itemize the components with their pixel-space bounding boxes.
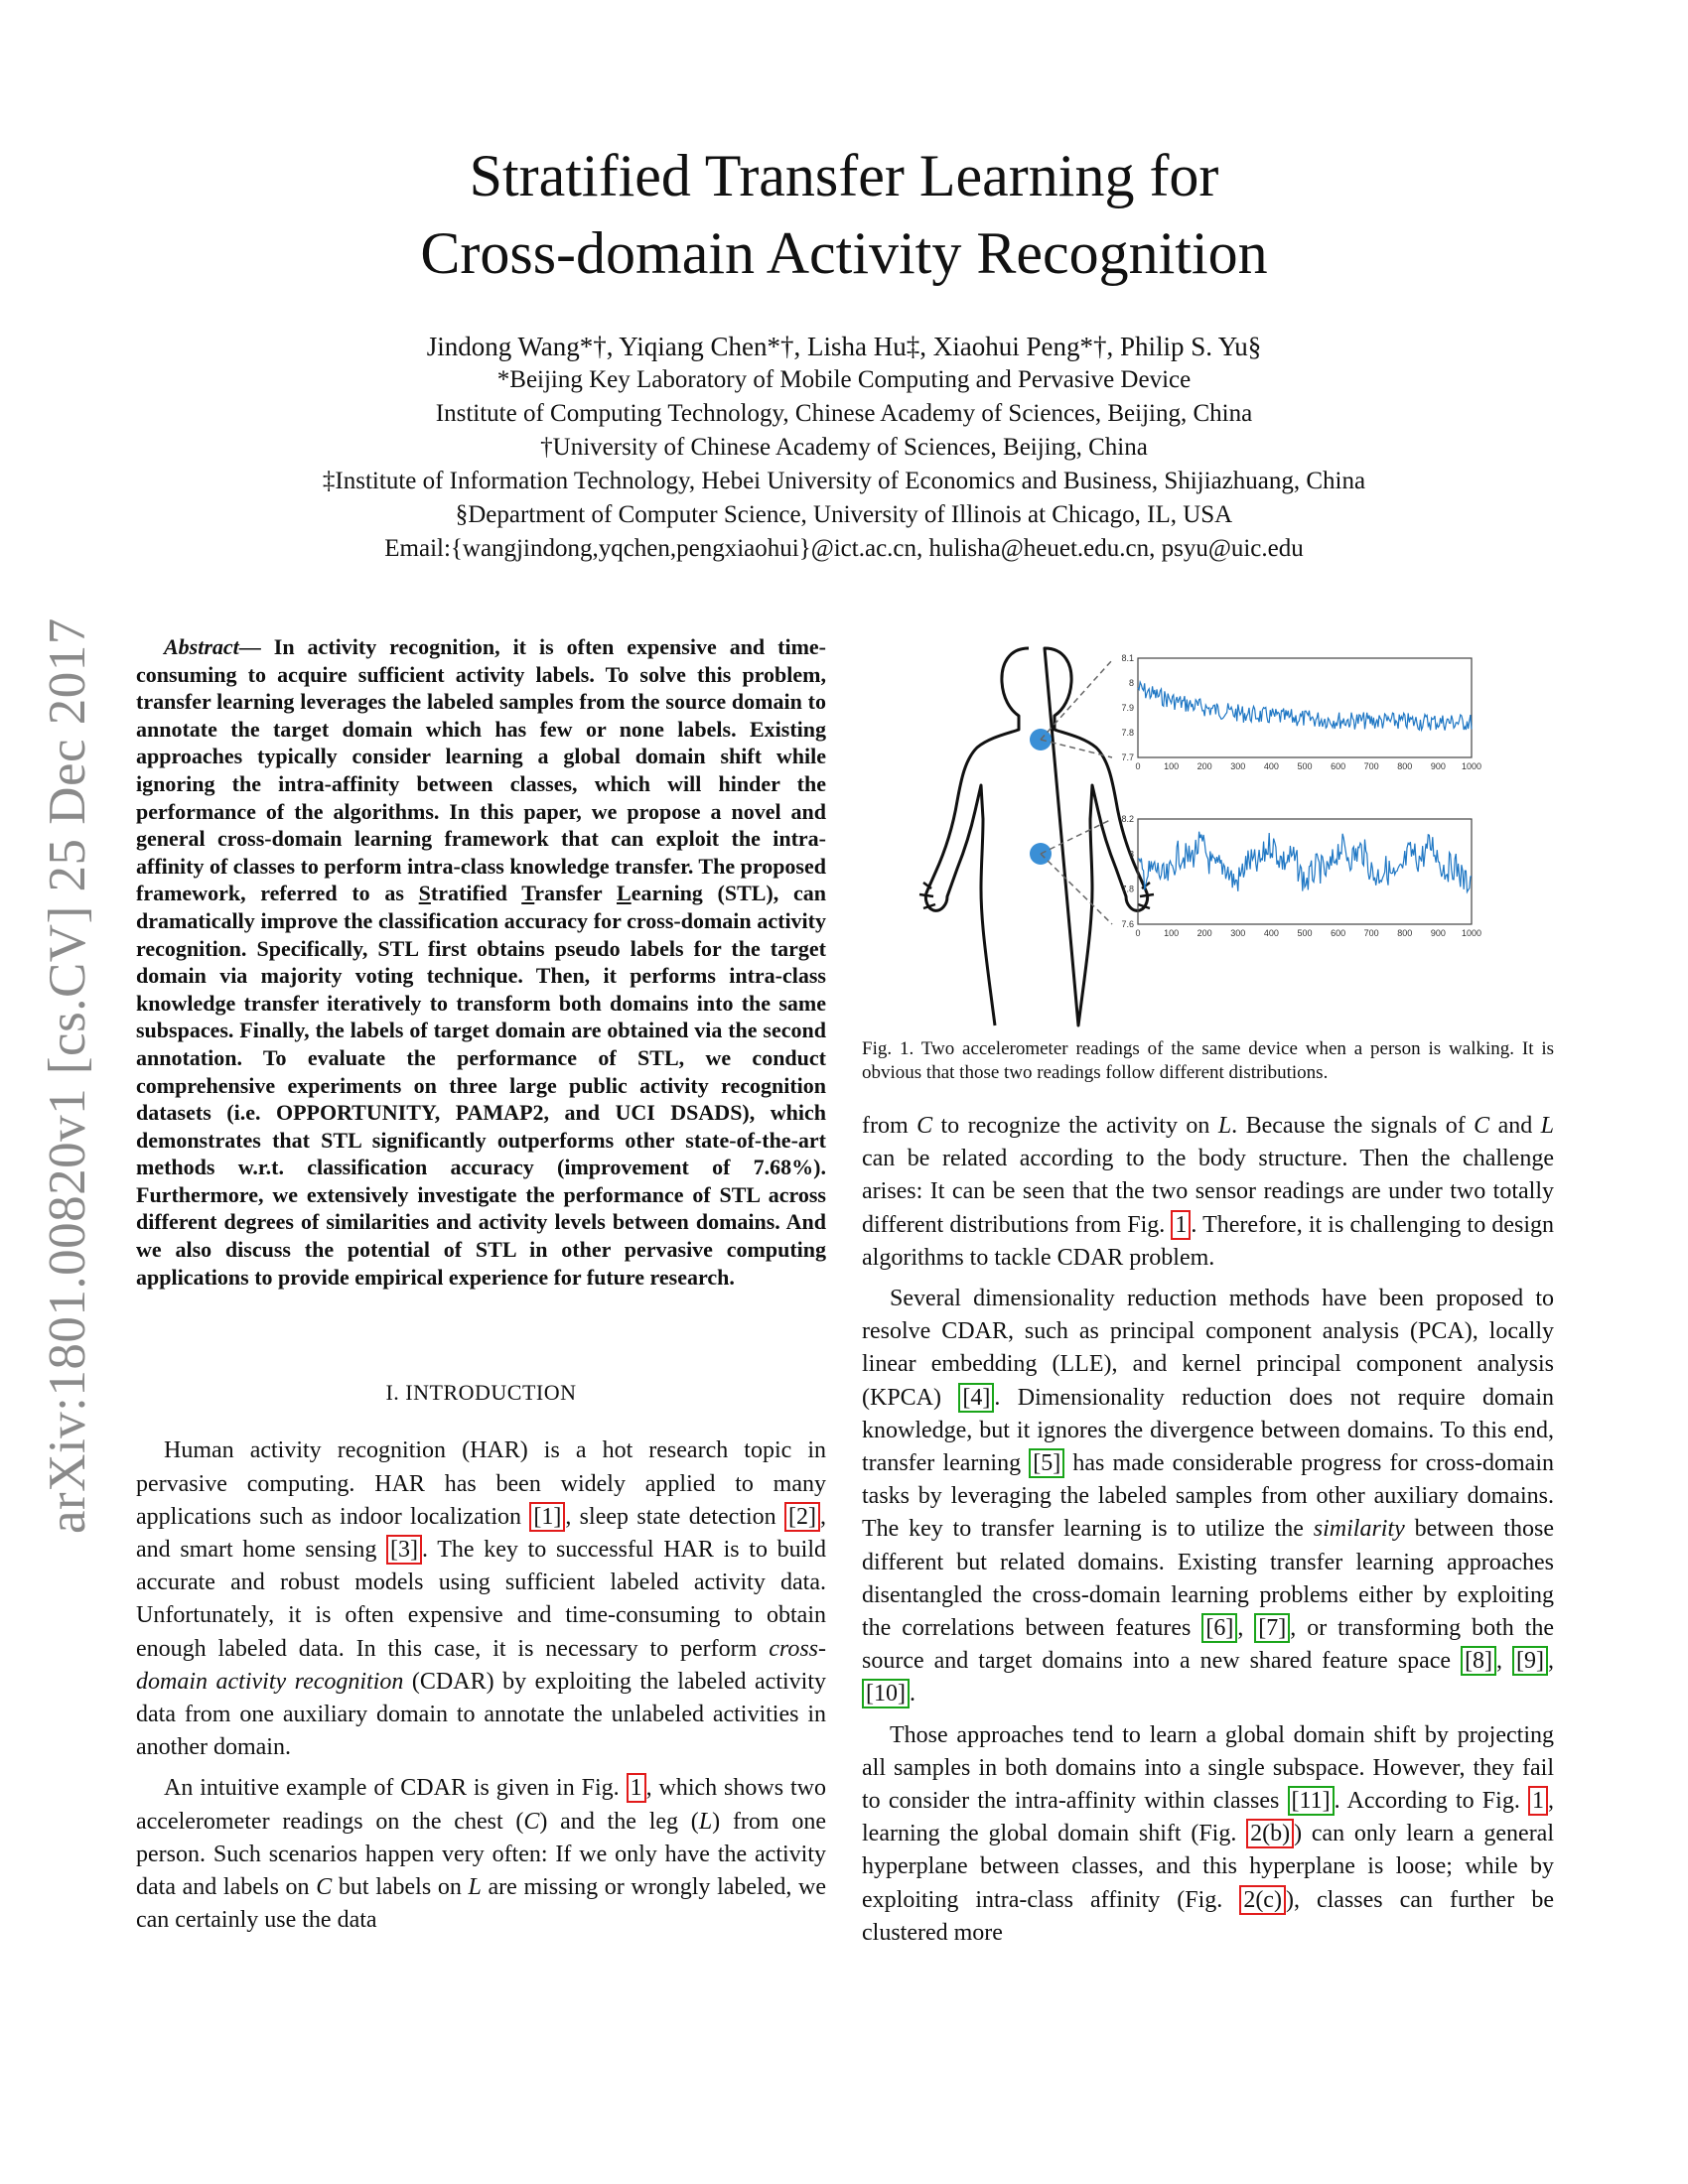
tick-label: 500 [1297,928,1313,938]
abstract-dash: — [238,634,274,659]
figure-link[interactable]: 2(b) [1246,1819,1294,1848]
emphasis: cross-domain activity recognition [136,1635,826,1695]
text-run: can be related according to the body structure. Then the challenge arises: It can be seen that the two sensor readings are under two totally different distributions from Fig. [862,1146,1554,1238]
tick-label: 300 [1230,761,1246,771]
abstract-text-1: In activity recognition, it is often expensive and time-consuming to acquire sufficient activity labels. To solve this problem, transfer learning leverages the labeled samples from the source domain to annotate the target domain which has few or none labels. Existing approaches typically consider learning a global domain shift while ignoring the intra-affinity between classes, which will hinder the performance of the algorithms. In this paper, we propose a novel and general cross-domain learning framework that can exploit the intra-affinity of classes to perform intra-class knowledge transfer. The proposed framework, referred to as [136,634,827,906]
tick-label: 7.9 [1121,703,1134,713]
text-run: . [909,1681,915,1707]
tick-label: 7.7 [1121,752,1134,762]
section-heading-introduction: I. INTRODUCTION [385,1380,577,1406]
figure-1-caption: Fig. 1. Two accelerometer readings of the same device when a person is walking. It is obvious that those two readings follow different distributions. [862,1038,1554,1083]
text-run: ), classes can further be clustered more [862,1886,1554,1946]
acronym-t: T [521,881,535,906]
chest-signal-line [1138,682,1472,731]
tick-label: 700 [1363,928,1379,938]
text-run: are missing or wrongly labeled, we can certainly use the data [136,1874,827,1934]
citation-link[interactable]: [6] [1201,1613,1237,1643]
affiliation-5: §Department of Computer Science, University of Illinois at Chicago, IL, USA [455,501,1233,528]
emphasis: C [316,1874,333,1901]
text-run: ) and the leg ( [539,1808,699,1835]
figure-1-graphic [862,630,1554,1027]
right-column [862,1110,1554,1958]
tick-label: 8 [1128,849,1134,860]
bottom-x-ticks [1135,928,1481,938]
paper-title-line-2: Cross-domain Activity Recognition [420,220,1268,286]
citation-link[interactable]: [7] [1254,1613,1290,1643]
text-run: Human activity recognition (HAR) is a hot research topic in pervasive computing. HAR has been widely applied to many applications such as indoor localization [136,1437,826,1530]
text-run: ) can only learn a general hyperplane between classes, and this hyperplane is loose; while by exploiting intra-class affinity (Fig. [862,1821,1555,1913]
tick-label: 8.1 [1121,653,1134,663]
acronym-s: S [418,881,431,906]
text-run: but labels on [332,1874,469,1901]
text-run: has made considerable progress for cross-domain tasks by leveraging the labeled samples from other auxiliary domains. The key to transfer learning is to utilize the [862,1450,1554,1543]
tick-label: 600 [1331,761,1346,771]
affiliation-4: ‡Institute of Information Technology, Hebei University of Economics and Business, Shijiazhuang, China [322,468,1366,494]
tick-label: 1000 [1461,928,1482,938]
figure-link[interactable]: 1 [1528,1786,1548,1816]
text-run: from [862,1113,917,1139]
text-run: . Dimensionality reduction does not require domain knowledge, but it ignores the divergence between domains. To this end, transfer learning [862,1384,1554,1477]
text-run: ) from one person. Such scenarios happen very often: If we only have the activity data and labels on [136,1808,827,1901]
tick-label: 0 [1135,928,1141,938]
text-run: , and smart home sensing [136,1503,826,1564]
emphasis: L [1217,1113,1232,1139]
text-run: . The key to successful HAR is to build accurate and robust models using sufficient labeled activity data. Unfortunately, it is often expensive and time-consuming to obtain enough labeled data. In this case, it is necessary to perform [136,1537,826,1662]
citation-link[interactable]: [2] [784,1502,820,1532]
tick-label: 200 [1196,928,1212,938]
connector-line [1041,740,1112,757]
tick-label: 8.2 [1121,814,1134,824]
tick-label: 7.6 [1121,919,1134,929]
top-y-ticks [1121,653,1134,762]
citation-link[interactable]: [5] [1029,1448,1064,1478]
text-run: , [1237,1615,1255,1642]
tick-label: 200 [1196,761,1212,771]
affiliation-3: †University of Chinese Academy of Sciences, Beijing, China [540,434,1148,461]
tick-label: 0 [1135,761,1141,771]
right-paragraph-3 [862,1719,1554,1950]
tick-label: 1000 [1461,761,1482,771]
tick-label: 900 [1430,761,1446,771]
tick-label: 8 [1128,678,1134,688]
figure-link[interactable]: 1 [1171,1210,1191,1240]
figure-link[interactable]: 1 [627,1773,646,1803]
title-block [0,137,1688,566]
left-column [136,633,826,1946]
right-paragraph-2 [862,1283,1554,1711]
connector-line [1041,854,1112,924]
acronym-l: L [617,881,632,906]
top-plot [1121,653,1481,771]
emphasis: L [1540,1113,1555,1139]
affiliation-2: Institute of Computing Technology, Chinese Academy of Sciences, Beijing, China [435,400,1253,427]
citation-link[interactable]: [8] [1461,1646,1496,1676]
author-list: Jindong Wang*†, Yiqiang Chen*†, Lisha Hu‡, Xiaohui Peng*†, Philip S. Yu§ [426,332,1262,361]
leg-signal-line [1138,832,1472,892]
citation-link[interactable]: [3] [386,1535,422,1565]
citation-link[interactable]: [10] [862,1679,910,1708]
text-run: to recognize the activity on [932,1113,1218,1139]
tick-label: 7.8 [1121,728,1134,738]
text-run: , learning the global domain shift (Fig. [862,1788,1554,1847]
tick-label: 100 [1164,761,1180,771]
text-run: An intuitive example of CDAR is given in Fig. [164,1775,627,1802]
text-run: , [1496,1648,1513,1675]
citation-link[interactable]: [9] [1512,1646,1548,1676]
acronym-t-rest: ransfer [534,881,617,906]
abstract [136,633,826,1291]
arxiv-identifier: arXiv:1801.00820v1 [cs.CV] 25 Dec 2017 [39,617,96,1534]
tick-label: 7.8 [1121,884,1134,894]
acronym-s-rest: tratified [430,881,522,906]
emphasis: C [1474,1113,1490,1139]
paper-title-line-1: Stratified Transfer Learning for [469,143,1219,208]
emphasis: C [916,1113,933,1139]
tick-label: 400 [1263,928,1279,938]
bottom-plot [1121,814,1481,938]
text-run: Those approaches tend to learn a global domain shift by projecting all samples in both domains into a single subspace. However, they fail to consider the intra-affinity within classes [862,1721,1554,1815]
abstract-lead: Abstract [164,634,239,659]
emphasis: L [698,1808,713,1835]
affiliation-1: *Beijing Key Laboratory of Mobile Computing and Pervasive Device [496,366,1192,393]
citation-link[interactable]: [4] [958,1383,994,1413]
right-paragraph-1 [862,1110,1554,1275]
text-run: , [1548,1648,1555,1675]
tick-label: 500 [1297,761,1313,771]
citation-link[interactable]: [11] [1288,1786,1335,1816]
text-run: (CDAR) by exploiting the labeled activity data from one auxiliary domain to annotate the unlabeled activities in another domain. [136,1668,827,1761]
text-run: and [1489,1113,1541,1139]
bottom-plot-frame [1138,819,1472,924]
text-run: , sleep state detection [565,1503,785,1530]
text-run: . According to Fig. [1334,1788,1528,1815]
tick-label: 800 [1397,928,1413,938]
intro-paragraph-2 [136,1772,826,1937]
text-run: , which shows two accelerometer readings on the chest ( [136,1775,826,1835]
emphasis: C [523,1808,540,1835]
tick-label: 600 [1331,928,1346,938]
tick-label: 400 [1263,761,1279,771]
intro-paragraph-1 [136,1434,826,1764]
tick-label: 700 [1363,761,1379,771]
top-x-ticks [1135,761,1481,771]
emphasis: similarity [1313,1516,1405,1543]
email-line: Email:{wangjindong,yqchen,pengxiaohui}@ict.ac.cn, hulisha@heuet.edu.cn, psyu@uic.edu [384,535,1304,562]
abstract-text-2: (STL), can dramatically improve the classification accuracy for cross-domain activity recognition. Specifically, STL first obtains pseudo labels for the target domain via majority voting technique. Then, it performs intra-class knowledge transfer iteratively to transform both domains into the same subspaces. Finally, the labels of target domain are obtained via the second annotation. To evaluate the performance of STL, we conduct comprehensive experiments on three large public activity recognition datasets (i.e. OPPORTUNITY, PAMAP2, and UCI DSADS), which demonstrates that STL significantly outperforms other state-of-the-art methods w.r.t. classification accuracy (improvement of 7.68%). Furthermore, we extensively investigate the performance of STL across different degrees of similarities and activity levels between domains. And we also discuss the potential of STL in other pervasive computing applications to provide empirical experience for future research. [136,881,826,1290]
text-run: , or transforming both the source and target domains into a new shared feature space [862,1615,1555,1675]
figure-link[interactable]: 2(c) [1239,1885,1286,1915]
tick-label: 900 [1430,928,1446,938]
acronym-l-rest: earning [631,881,703,906]
text-run: . Because the signals of [1231,1113,1475,1139]
body-outline [925,648,1147,1025]
citation-link[interactable]: [1] [529,1502,565,1532]
tick-label: 100 [1164,928,1180,938]
text-run: Several dimensionality reduction methods have been proposed to resolve CDAR, such as principal component analysis (PCA), locally linear embedding (LLE), and kernel principal component analysis (KPCA) [862,1286,1554,1411]
tick-label: 300 [1230,928,1246,938]
text-run: between those different but related domains. Existing transfer learning approaches disentangled the cross-domain learning problems either by exploiting the correlations between features [862,1516,1555,1642]
text-run: . Therefore, it is challenging to design algorithms to tackle CDAR problem. [862,1211,1554,1271]
tick-label: 800 [1397,761,1413,771]
figure-1 [862,630,1554,1027]
emphasis: L [468,1874,482,1901]
